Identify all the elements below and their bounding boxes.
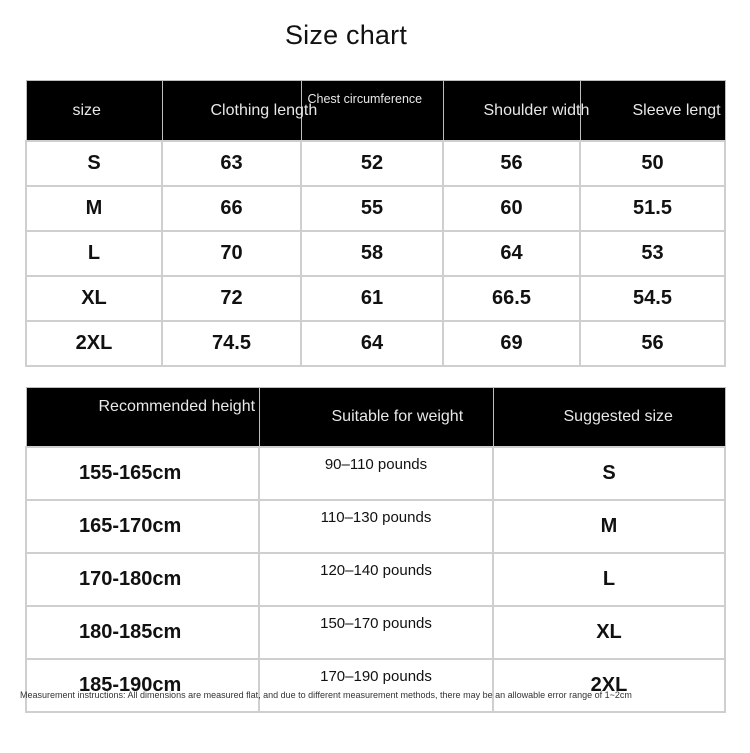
cell-chest: 61 bbox=[301, 276, 443, 321]
header-suitable-weight: Suitable for weight bbox=[259, 388, 493, 448]
cell-suggested-size: M bbox=[493, 500, 725, 553]
cell-weight: 110–130 pounds bbox=[259, 500, 493, 553]
cell-suggested-size: 2XL bbox=[493, 659, 725, 712]
cell-clothing-length: 74.5 bbox=[162, 321, 301, 366]
table-row bbox=[26, 659, 725, 712]
cell-height: 155-165cm bbox=[26, 447, 259, 500]
header-suggested-size: Suggested size bbox=[493, 388, 725, 448]
size-table-header-row bbox=[26, 81, 725, 142]
cell-size: XL bbox=[26, 276, 162, 321]
header-recommended-height: Recommended height bbox=[26, 388, 259, 448]
size-chart-table bbox=[25, 80, 726, 367]
cell-shoulder: 64 bbox=[443, 231, 580, 276]
table-row bbox=[26, 231, 725, 276]
table-row bbox=[26, 141, 725, 186]
header-clothing-length: Clothing length bbox=[162, 81, 301, 142]
page-title: Size chart bbox=[284, 20, 408, 50]
table-row bbox=[26, 276, 725, 321]
cell-size: M bbox=[26, 186, 162, 231]
cell-shoulder: 60 bbox=[443, 186, 580, 231]
cell-shoulder: 69 bbox=[443, 321, 580, 366]
cell-chest: 58 bbox=[301, 231, 443, 276]
table-row bbox=[26, 553, 725, 606]
cell-weight: 170–190 pounds bbox=[259, 659, 493, 712]
recommend-table-header-row bbox=[26, 388, 725, 448]
table-row bbox=[26, 186, 725, 231]
cell-size: L bbox=[26, 231, 162, 276]
header-chest-circumference: Chest circumference bbox=[301, 81, 443, 142]
header-size: size bbox=[26, 81, 162, 142]
cell-suggested-size: L bbox=[493, 553, 725, 606]
size-recommendation-table bbox=[25, 387, 726, 713]
table-row bbox=[26, 606, 725, 659]
cell-height: 170-180cm bbox=[26, 553, 259, 606]
cell-suggested-size: S bbox=[493, 447, 725, 500]
cell-clothing-length: 70 bbox=[162, 231, 301, 276]
cell-sleeve: 53 bbox=[580, 231, 725, 276]
header-shoulder-width: Shoulder width bbox=[443, 81, 580, 142]
measurement-note: Measurement instructions: All dimensions are measured flat, and due to different measurement methods, there may be an allowable error range of 1~2cm bbox=[20, 690, 632, 700]
cell-size: S bbox=[26, 141, 162, 186]
header-sleeve-length: Sleeve lengt bbox=[580, 81, 725, 142]
cell-weight: 150–170 pounds bbox=[259, 606, 493, 659]
cell-sleeve: 51.5 bbox=[580, 186, 725, 231]
table-row bbox=[26, 447, 725, 500]
cell-clothing-length: 66 bbox=[162, 186, 301, 231]
cell-sleeve: 56 bbox=[580, 321, 725, 366]
cell-shoulder: 66.5 bbox=[443, 276, 580, 321]
cell-sleeve: 54.5 bbox=[580, 276, 725, 321]
cell-height: 185-190cm bbox=[26, 659, 259, 712]
cell-chest: 52 bbox=[301, 141, 443, 186]
table-row bbox=[26, 500, 725, 553]
cell-weight: 120–140 pounds bbox=[259, 553, 493, 606]
cell-size: 2XL bbox=[26, 321, 162, 366]
table-row bbox=[26, 321, 725, 366]
cell-chest: 55 bbox=[301, 186, 443, 231]
cell-clothing-length: 72 bbox=[162, 276, 301, 321]
cell-shoulder: 56 bbox=[443, 141, 580, 186]
cell-chest: 64 bbox=[301, 321, 443, 366]
cell-clothing-length: 63 bbox=[162, 141, 301, 186]
cell-height: 180-185cm bbox=[26, 606, 259, 659]
cell-height: 165-170cm bbox=[26, 500, 259, 553]
cell-sleeve: 50 bbox=[580, 141, 725, 186]
cell-weight: 90–110 pounds bbox=[259, 447, 493, 500]
cell-suggested-size: XL bbox=[493, 606, 725, 659]
